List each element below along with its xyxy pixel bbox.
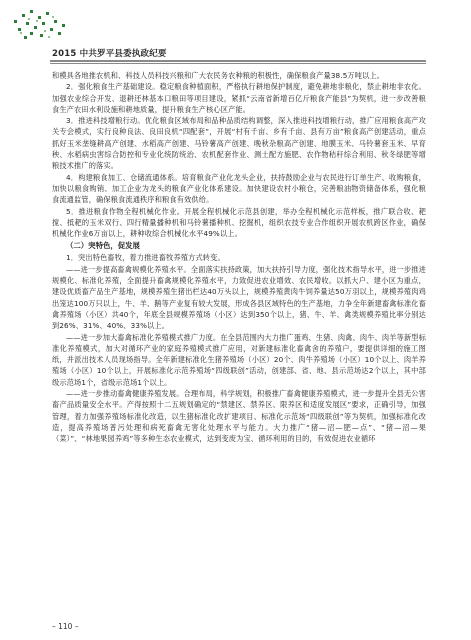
section-heading: （二）突特色，促发展 — [66, 241, 140, 251]
paragraph: 1．突出特色畜牧，着力推进畜牧养殖方式转变。 — [66, 253, 225, 263]
header-rule-thin — [50, 63, 426, 64]
paragraph: 5．推进粮食作物全程机械化作业。开展全程机械化示范县创建，举办全程机械化示范样板，推广联合收、耙搅、抵耙的玉米双行、四行精量播种机和马铃薯播种机、挖掘机，组织农技专业合作组织开展农机跨区作业，确保机械化作业6万亩以上，耕种收综合机械化水平49%以上。 — [52, 206, 426, 239]
paragraph: 3．推进科技增粮行动。优化粮食区域布局和品种品质结构调整，深入推进科技增粮行动，推广应用粮食高产攻关专会模式，实行良种良法、良田良机“四配套”，开展“村有千亩、乡有千亩、县有万亩”粮食高产创建活动，重点抓好玉米垄缝耕高产创建、水稻高产创建、马铃薯高产创建、晚秋杂粮高产创建、地膜玉米、马铃薯套玉米、早育秧、水稻病虫害综合防控和专业化统防统治、农机配套作业、测土配方施肥、农作物秸秆综合利用、秋冬绿肥等增粮技术推广的落实。 — [52, 116, 426, 171]
page-body — [52, 70, 426, 445]
paragraph: 2．强化粮食生产基础建设。稳定粮食种植面积，严格执行耕地保护制度，避免耕地非粮化，禁止耕地非农化。加强农业综合开发、退耕还林基本口粮田等项目建设，紧抓“云南省新增百亿斤粮食产能县”为契机，进一步改善粮食生产农田水利设施和耕地质量，提升粮食生产核心区产能。 — [52, 82, 426, 114]
paragraph: ——进一步推动畜禽健康养殖发展。合理布局，科学规划，积极推广畜禽健康养殖模式，进一步提升全县无公害畜产品质量安全水平。产得按照十二五规划确定的“禁建区、禁养区、限养区和适度发展区”要求，正确引导，加强管理，着力加强养殖场标准化改造，以生猪标准化改扩建项目、标准化示范场“四级联创”等为契机，加强标准化改造，提高养殖场普污处理和病死畜禽无害化处理水平与能力。大力推广“猪—沼—肥—点”、“猪—沼—果（菜）”、“林地果园养鸡”等多种生态农业模式，达到变废为宝、循环利用的目的，有效促进农业循环 — [52, 389, 426, 444]
page-header-title: 2015 中共罗平县委执政纪要 — [52, 49, 167, 59]
page-number: – 110 – — [52, 622, 79, 631]
page-header — [0, 0, 471, 80]
header-rule — [50, 60, 426, 62]
paragraph: 4．构建粮食加工、仓储流通体系。培育粮食产业化龙头企业，扶持鼓励企业与农民进行订单生产、收购粮食，加快以粮食购销、加工企业为龙头的粮食产业化体系建设。加快建设农村小粮仓，完善粮油物资储备体系，强化粮食流通监管，确保粮食流通秩序和粮食有效供给。 — [52, 172, 426, 205]
paragraph: ——进一步提高畜禽规模化养殖水平。全面落实扶持政策，加大扶持引导力度，强化技术指导水平，进一步推进规模化、标准化养殖，全面提升畜禽规模化养殖水平，力致促进农业增效、农民增收。以抓大户、建小区为重点，建设优质畜产品生产基地，规模养殖生猪出栏达40万头以上，规模养殖黄肉牛饲养量达50万羽以上，规模养殖肉鸡出笼达100万只以上，牛、羊、鹅等产业复有较大发展，形成各县区域特色的生产基地，力争全年新建畜禽标准化畜禽养殖场（小区）共40个，年底全县规模养殖场（小区）达到350个以上，猪、牛、羊、禽类规模养殖比率分别达到26%、31%、40%、33%以上。 — [52, 264, 426, 331]
paragraph: ——进一步加大畜禽标准化养殖模式推广力度。在全县范围内大力推广蛋鸡、生猪、肉禽、肉牛、肉羊等新型标准化养殖模式，加大对循环产业的家庭养殖模式推广应用，对新建标准化畜禽舍的养殖户，要提供详细的施工图纸，并派出技术人员现场指导。全年新建标准化生猪养殖场（小区）20个、肉牛养殖场（小区）10个以上、肉羊养殖场（小区）10个以上，开展标准化示范养殖场“四级联创”活动，创建部、省、地、县示范场达2个以上，其中部级示范场1个，省级示范场1个以上。 — [52, 332, 426, 387]
paragraph: 和模具各地推农机和、科技人员科技兴粮和广大农民务农种粮的积极性，确保粮食产量38.5万吨以上。 — [52, 71, 385, 80]
